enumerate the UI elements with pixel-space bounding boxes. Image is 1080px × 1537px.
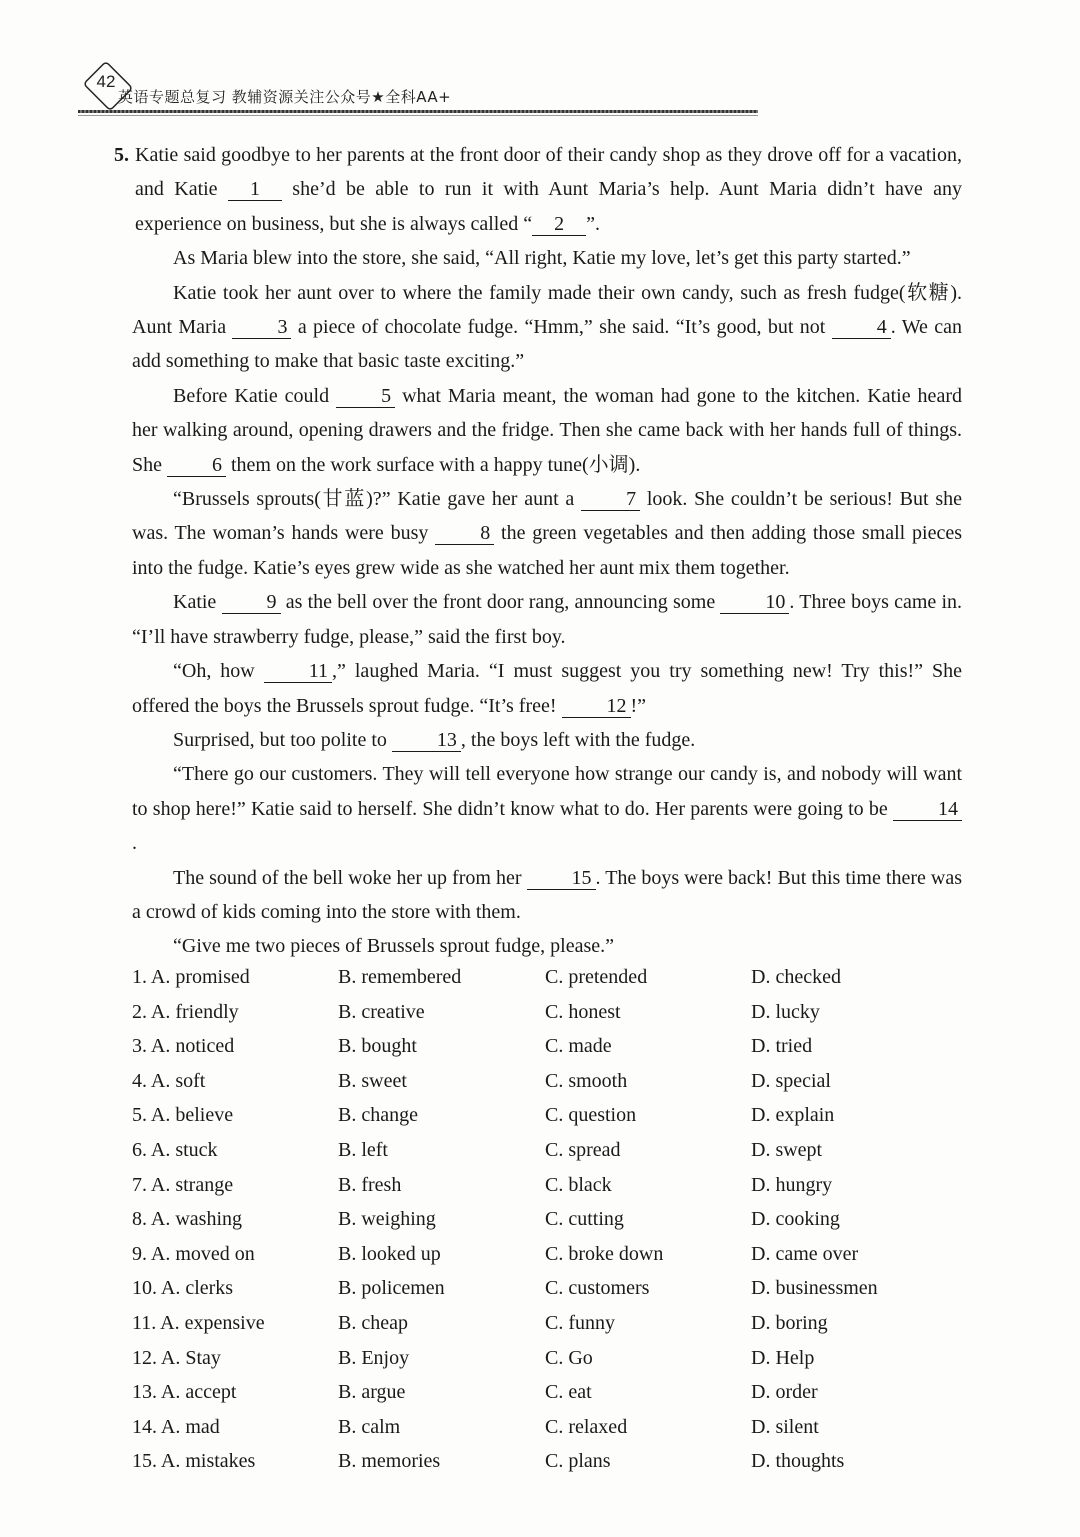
passage-text: “Brussels sprouts(甘蓝)?” Katie gave her aunt a xyxy=(173,488,582,511)
option-choice: D. lucky xyxy=(751,1000,820,1023)
option-choice: C. question xyxy=(545,1104,637,1127)
passage-paragraph xyxy=(132,276,962,379)
option-choice: 7. A. strange xyxy=(132,1173,234,1196)
passage-text: . xyxy=(132,832,137,855)
option-choice: C. relaxed xyxy=(545,1415,628,1438)
option-choice: D. special xyxy=(751,1069,831,1092)
answer-blank: 9 xyxy=(222,591,281,614)
passage-text: “Give me two pieces of Brussels sprout fudge, please.” xyxy=(173,935,614,958)
answer-blank: 11 xyxy=(264,660,332,683)
option-choice: D. Help xyxy=(751,1346,815,1369)
option-row xyxy=(132,1237,972,1272)
header-divider xyxy=(78,110,758,113)
option-choice: D. tried xyxy=(751,1035,813,1058)
option-choice: D. businessmen xyxy=(751,1277,878,1300)
passage-paragraph xyxy=(132,861,962,930)
passage-text: “Oh, how xyxy=(173,660,264,683)
passage-text: Katie xyxy=(173,591,222,614)
option-choice: D. silent xyxy=(751,1415,819,1438)
option-choice: B. fresh xyxy=(338,1173,402,1196)
option-choice: 10. A. clerks xyxy=(132,1277,234,1300)
answer-blank: 8 xyxy=(435,522,494,545)
option-row xyxy=(132,1410,972,1445)
passage-text: “There go our customers. They will tell everyone how strange our candy is, and nobody will want to shop here!” Katie said to herself. She didn’t know what to do. Her parents were going to be xyxy=(132,763,962,820)
answer-blank: 5 xyxy=(336,385,395,408)
passage-paragraph xyxy=(132,482,962,585)
answer-options xyxy=(132,960,972,1479)
answer-blank: 15 xyxy=(527,867,596,890)
option-choice: C. spread xyxy=(545,1138,621,1161)
passage-text: . The boys were back! But this time there was a crowd of kids coming into the store with them. xyxy=(132,866,962,923)
option-row xyxy=(132,1168,972,1203)
option-choice: B. looked up xyxy=(338,1242,441,1265)
option-choice: 12. A. Stay xyxy=(132,1346,221,1369)
option-row xyxy=(132,1202,972,1237)
passage-text: Before Katie could xyxy=(173,384,337,407)
passage-text: . We can add something to make that basic taste exciting.” xyxy=(132,316,962,373)
passage-text: . Three boys came in. “I’ll have strawberry fudge, please,” said the first boy. xyxy=(132,591,963,648)
answer-blank: 2 xyxy=(532,213,586,236)
option-choice: D. cooking xyxy=(751,1208,840,1231)
passage-paragraph xyxy=(132,654,962,723)
page-number: 42 xyxy=(96,72,116,91)
option-choice: C. black xyxy=(545,1173,612,1196)
option-row xyxy=(132,1133,972,1168)
option-row xyxy=(132,1341,972,1376)
passage-text: ”. xyxy=(586,212,600,235)
option-choice: B. creative xyxy=(338,1000,425,1023)
option-choice: 4. A. soft xyxy=(132,1069,206,1092)
option-choice: C. cutting xyxy=(545,1208,624,1231)
option-choice: D. checked xyxy=(751,966,841,988)
option-choice: C. smooth xyxy=(545,1069,628,1092)
option-row xyxy=(132,1098,972,1133)
passage-paragraph xyxy=(132,757,962,860)
option-row xyxy=(132,960,972,995)
passage-paragraph xyxy=(132,585,962,654)
cloze-passage xyxy=(114,138,963,964)
answer-blank: 13 xyxy=(392,729,461,752)
passage-text: a piece of chocolate fudge. “Hmm,” she said. “It’s good, but not xyxy=(291,316,832,339)
option-choice: 5. A. believe xyxy=(132,1104,234,1127)
answer-blank: 14 xyxy=(893,798,962,821)
passage-text: Katie took her aunt over to where the family made their own candy, such as fresh fudge(软糖). Aunt Maria xyxy=(132,281,962,339)
option-choice: 15. A. mistakes xyxy=(132,1450,256,1473)
question-number: 5. xyxy=(114,144,129,166)
passage-text: !” xyxy=(630,694,647,717)
header-divider-thin xyxy=(78,115,758,116)
passage-text: the green vegetables and then adding those small pieces into the fudge. Katie’s eyes grew wide as she watched her aunt mix them together. xyxy=(132,522,963,579)
option-choice: B. left xyxy=(338,1138,388,1161)
option-choice: C. pretended xyxy=(545,966,648,988)
option-choice: 2. A. friendly xyxy=(132,1000,239,1023)
option-choice: 3. A. noticed xyxy=(132,1035,235,1058)
option-choice: C. made xyxy=(545,1035,612,1058)
option-choice: C. funny xyxy=(545,1311,615,1334)
passage-text: As Maria blew into the store, she said, “All right, Katie my love, let’s get this party started.” xyxy=(173,247,911,270)
option-choice: C. Go xyxy=(545,1346,593,1369)
option-row xyxy=(132,995,972,1030)
option-row xyxy=(132,1271,972,1306)
option-choice: 8. A. washing xyxy=(132,1208,242,1231)
option-choice: D. swept xyxy=(751,1138,823,1161)
passage-text: what Maria meant, the woman had gone to the kitchen. Katie heard her walking around, opening drawers and the fridge. Then she came back with her hands full of things. She xyxy=(132,384,962,476)
answer-blank: 12 xyxy=(562,695,631,718)
passage-paragraph xyxy=(132,379,962,482)
option-choice: B. calm xyxy=(338,1415,401,1438)
option-choice: B. Enjoy xyxy=(338,1346,410,1369)
option-choice: B. sweet xyxy=(338,1069,407,1092)
header-title: 英语专题总复习 教辅资源关注公众号★全科AA+ xyxy=(118,88,452,106)
option-choice: B. remembered xyxy=(338,966,462,988)
passage-paragraph xyxy=(132,138,962,241)
passage-paragraph xyxy=(132,241,962,275)
option-choice: D. order xyxy=(751,1381,818,1404)
passage-paragraph xyxy=(132,929,962,963)
passage-text: , the boys left with the fudge. xyxy=(460,728,696,751)
answer-blank: 7 xyxy=(581,488,640,511)
option-choice: C. customers xyxy=(545,1277,650,1300)
answer-blank: 4 xyxy=(832,316,891,339)
passage-text: as the bell over the front door rang, announcing some xyxy=(280,591,721,614)
option-row xyxy=(132,1375,972,1410)
option-choice: 9. A. moved on xyxy=(132,1242,255,1265)
option-choice: B. argue xyxy=(338,1381,406,1404)
option-row xyxy=(132,1029,972,1064)
option-choice: B. policemen xyxy=(338,1277,445,1300)
option-choice: B. change xyxy=(338,1104,418,1127)
passage-text: ,” laughed Maria. “I must suggest you try something new! Try this!” She offered the boys the Brussels sprout fudge. “It’s free! xyxy=(132,660,963,717)
option-choice: C. eat xyxy=(545,1381,592,1404)
answer-blank: 3 xyxy=(232,316,291,339)
option-choice: B. bought xyxy=(338,1035,417,1058)
option-choice: D. explain xyxy=(751,1104,835,1127)
passage-text: Surprised, but too polite to xyxy=(173,728,392,751)
page-header xyxy=(74,58,774,118)
option-row xyxy=(132,1064,972,1099)
option-choice: 1. A. promised xyxy=(132,966,250,988)
option-choice: 6. A. stuck xyxy=(132,1138,218,1161)
passage-text: them on the work surface with a happy tune(小调). xyxy=(226,453,641,476)
option-choice: D. thoughts xyxy=(751,1450,845,1473)
passage-text: she’d be able to run it with Aunt Maria’s help. Aunt Maria didn’t have any experience on business, but she is always called “ xyxy=(135,178,963,235)
option-choice: 14. A. mad xyxy=(132,1415,220,1438)
option-choice: C. broke down xyxy=(545,1242,664,1265)
passage-text: Katie said goodbye to her parents at the front door of their candy shop as they drove off for a vacation, and Katie xyxy=(135,144,962,201)
passage-text: look. She couldn’t be serious! But she was. The woman’s hands were busy xyxy=(132,488,962,545)
option-choice: D. came over xyxy=(751,1242,859,1265)
answer-blank: 10 xyxy=(720,591,789,614)
option-choice: C. plans xyxy=(545,1450,611,1473)
option-row xyxy=(132,1306,972,1341)
option-choice: 13. A. accept xyxy=(132,1381,237,1404)
passage-paragraph xyxy=(132,723,962,757)
passage-text: The sound of the bell woke her up from her xyxy=(173,866,527,889)
option-choice: 11. A. expensive xyxy=(132,1311,265,1334)
option-choice: B. memories xyxy=(338,1450,441,1473)
answer-blank: 1 xyxy=(228,178,282,201)
answer-blank: 6 xyxy=(167,454,226,477)
option-row xyxy=(132,1444,972,1479)
option-choice: C. honest xyxy=(545,1000,621,1023)
option-choice: B. weighing xyxy=(338,1208,436,1231)
option-choice: D. boring xyxy=(751,1311,828,1334)
option-choice: D. hungry xyxy=(751,1173,833,1196)
option-choice: B. cheap xyxy=(338,1311,408,1334)
